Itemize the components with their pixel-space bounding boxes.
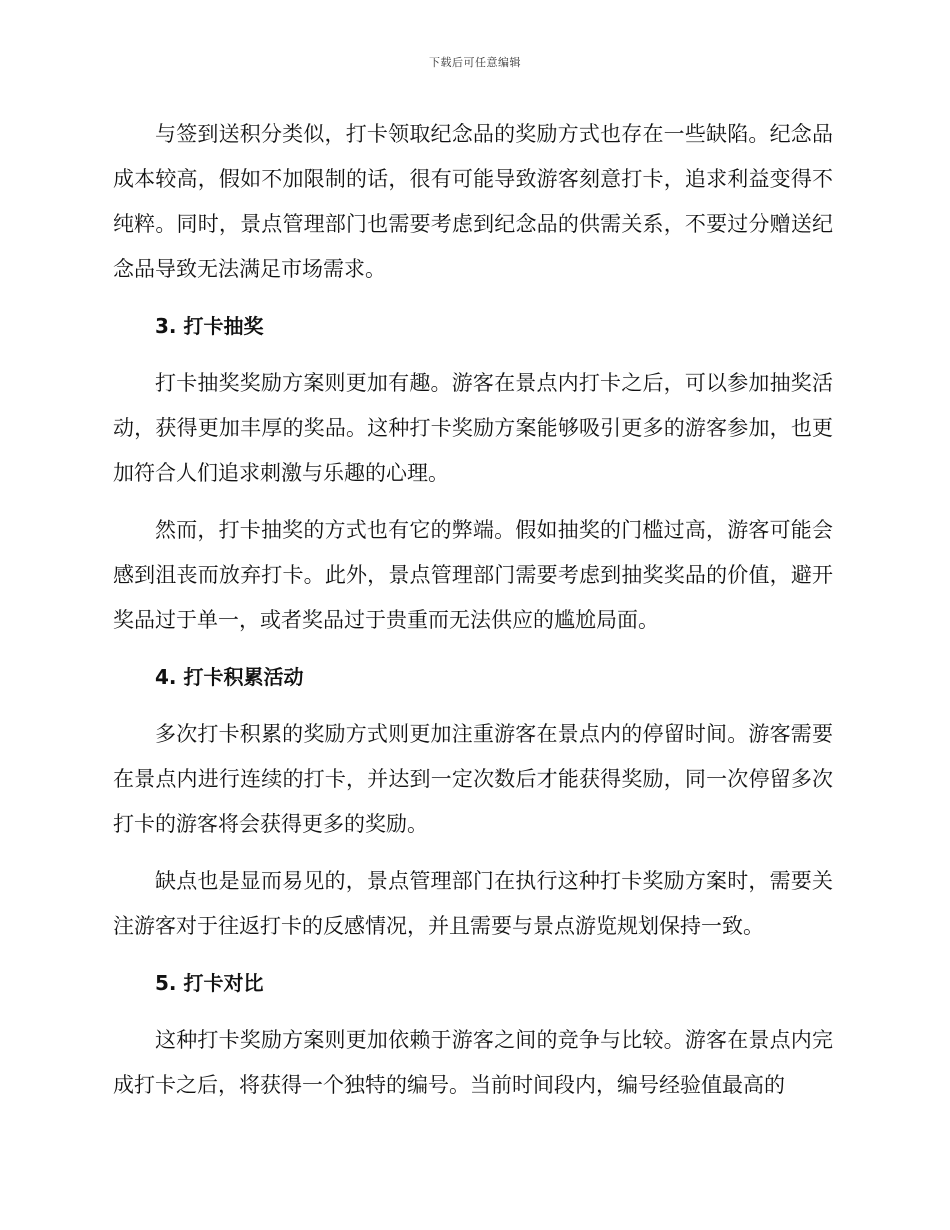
paragraph-lottery-intro: 打卡抽奖奖励方案则更加有趣。游客在景点内打卡之后，可以参加抽奖活动，获得更加丰厚的奖品。这种打卡奖励方案能够吸引更多的游客参加，也更加符合人们追求刺激与乐趣的心理。 <box>113 371 833 485</box>
paragraph-souvenir-drawbacks: 与签到送积分类似，打卡领取纪念品的奖励方式也存在一些缺陷。纪念品成本较高，假如不加限制的话，很有可能导致游客刻意打卡，追求利益变得不纯粹。同时，景点管理部门也需要考虑到纪念品的供需关系，不要过分赠送纪念品导致无法满足市场需求。 <box>113 122 833 281</box>
paragraph-lottery-drawbacks: 然而，打卡抽奖的方式也有它的弊端。假如抽奖的门槛过高，游客可能会感到沮丧而放弃打卡。此外，景点管理部门需要考虑到抽奖奖品的价值，避开奖品过于单一，或者奖品过于贵重而无法供应的尴尬局面。 <box>113 518 833 632</box>
header-note: 下载后可任意编辑 <box>429 56 521 69</box>
paragraph-accumulation-intro: 多次打卡积累的奖励方式则更加注重游客在景点内的停留时间。游客需要在景点内进行连续的打卡，并达到一定次数后才能获得奖励，同一次停留多次打卡的游客将会获得更多的奖励。 <box>113 722 833 836</box>
document-body <box>113 112 833 1120</box>
heading-checkin-comparison: 5. 打卡对比 <box>155 971 264 995</box>
heading-checkin-lottery: 3. 打卡抽奖 <box>155 314 264 338</box>
heading-checkin-accumulation: 4. 打卡积累活动 <box>155 665 304 689</box>
paragraph-accumulation-drawbacks: 缺点也是显而易见的，景点管理部门在执行这种打卡奖励方案时，需要关注游客对于往返打卡的反感情况，并且需要与景点游览规划保持一致。 <box>113 869 833 938</box>
paragraph-comparison-intro: 这种打卡奖励方案则更加依赖于游客之间的竞争与比较。游客在景点内完成打卡之后，将获得一个独特的编号。当前时间段内，编号经验值最高的 <box>113 1028 833 1097</box>
